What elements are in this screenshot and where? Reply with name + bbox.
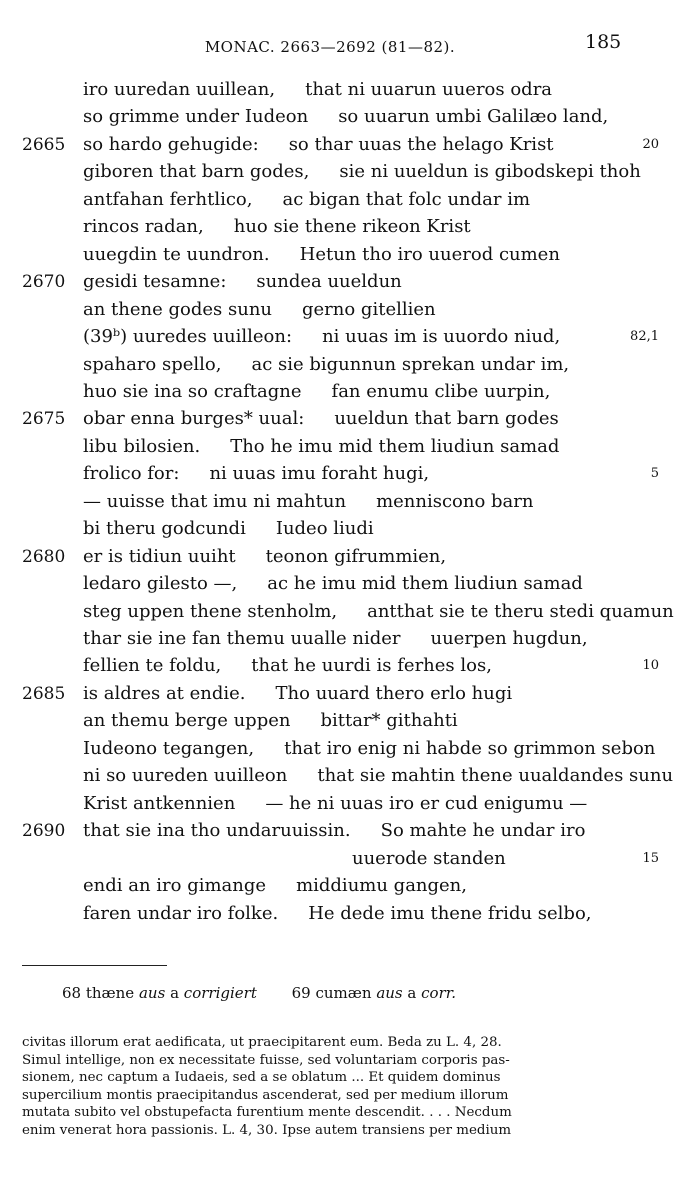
apparatus-word: a bbox=[170, 984, 180, 1002]
verse-line bbox=[0, 158, 687, 186]
verse-line bbox=[0, 296, 687, 324]
first-half-line: (39ᵇ) uuredes uuilleon: bbox=[83, 326, 293, 348]
verse-line bbox=[0, 845, 687, 873]
page-number: 185 bbox=[585, 31, 622, 53]
verse-text-line bbox=[83, 241, 560, 269]
second-half-line: Hetun tho iro uuerod cumen bbox=[299, 243, 560, 265]
verse-line bbox=[0, 323, 687, 351]
verse-line bbox=[0, 900, 687, 928]
first-half-line: is aldres at endie. bbox=[83, 682, 246, 704]
second-half-line: sundea uueldun bbox=[256, 271, 402, 293]
apparatus-note-68: 68 thæne bbox=[62, 984, 135, 1002]
second-half-line: ac bigan that folc undar im bbox=[282, 188, 531, 210]
apparatus-note-69: 69 cumæn bbox=[291, 984, 372, 1002]
apparatus-word: corr. bbox=[421, 984, 457, 1002]
first-half-line: an thene godes sunu bbox=[83, 298, 272, 320]
margin-reference: 15 bbox=[642, 850, 659, 866]
first-half-line: endi an iro gimange bbox=[83, 875, 267, 897]
margin-reference: 10 bbox=[642, 658, 659, 674]
second-half-line: uueldun that barn godes bbox=[334, 408, 559, 430]
first-half-line: rincos radan, bbox=[83, 216, 204, 238]
verse-line bbox=[0, 790, 687, 818]
second-half-line: that sie mahtin thene uualdandes sunu bbox=[317, 765, 674, 787]
first-half-line: — uuisse that imu ni mahtun bbox=[83, 490, 347, 512]
first-half-line: iro uuredan uuillean, bbox=[83, 79, 276, 100]
verse-text-line bbox=[83, 268, 402, 296]
verse-text-line bbox=[83, 433, 559, 461]
line-number: 2670 bbox=[22, 272, 66, 293]
first-half-line: libu bilosien. bbox=[83, 435, 201, 457]
second-half-line: that iro enig ni habde so grimmon sebon bbox=[284, 737, 656, 759]
margin-reference: 5 bbox=[650, 466, 659, 482]
second-half-line: uuerode standen bbox=[352, 847, 506, 869]
second-half-line: that he uurdi is ferhes los, bbox=[251, 655, 492, 677]
verse-text-line bbox=[83, 625, 588, 653]
first-half-line: that sie ina tho undaruuissin. bbox=[83, 820, 351, 842]
second-half-line: Tho uuard thero erlo hugi bbox=[275, 682, 513, 704]
second-half-line: uuerpen hugdun, bbox=[430, 628, 588, 649]
verse-text-line bbox=[83, 351, 569, 379]
second-half-line: menniscono barn bbox=[376, 490, 534, 512]
verse-line bbox=[0, 213, 687, 241]
verse-text-line bbox=[83, 158, 641, 186]
margin-reference: 20 bbox=[642, 136, 659, 152]
verse-line bbox=[0, 598, 687, 626]
first-half-line: obar enna burges* uual: bbox=[83, 408, 305, 430]
commentary-line: enim venerat hora passionis. L. 4, 30. Ipse autem transiens per medium bbox=[22, 1122, 512, 1138]
verse-text-line bbox=[83, 296, 436, 324]
verse-text-line bbox=[83, 570, 583, 598]
second-half-line: Tho he imu mid them liudiun samad bbox=[230, 435, 560, 457]
verse-text-line bbox=[83, 186, 530, 214]
commentary-line: Simul intellige, non ex necessitate fuisse, sed voluntariam corporis pas- bbox=[22, 1052, 510, 1068]
verse-line bbox=[0, 570, 687, 598]
first-half-line: Krist antkennien bbox=[83, 792, 236, 814]
verse-text-line bbox=[83, 488, 533, 516]
verse-text-line bbox=[352, 845, 506, 873]
first-half-line: Iudeono tegangen, bbox=[83, 737, 255, 759]
verse-line bbox=[0, 268, 687, 296]
verse-line bbox=[0, 488, 687, 516]
verse-line bbox=[0, 652, 687, 680]
second-half-line: So mahte he undar iro bbox=[380, 820, 586, 842]
verse-text-line bbox=[83, 103, 608, 131]
second-half-line: Iudeo liudi bbox=[275, 518, 374, 540]
first-half-line: ledaro gilesto —, bbox=[83, 573, 238, 595]
verse-text-line bbox=[83, 323, 560, 351]
verse-text-line bbox=[83, 652, 492, 680]
second-half-line: ni uuas imu foraht hugi, bbox=[209, 463, 430, 485]
line-number: 2690 bbox=[22, 821, 66, 842]
footnote-rule bbox=[22, 965, 167, 966]
verse-line bbox=[0, 543, 687, 571]
second-half-line: ni uuas im is uuordo niud, bbox=[322, 326, 561, 348]
apparatus-word: corrigiert bbox=[183, 984, 257, 1002]
verse-text-line bbox=[83, 213, 471, 241]
verse-text-line bbox=[83, 543, 446, 571]
apparatus-word: aus bbox=[138, 984, 166, 1002]
first-half-line: steg uppen thene stenholm, bbox=[83, 600, 338, 622]
first-half-line: er is tidiun uuiht bbox=[83, 545, 236, 567]
first-half-line: giboren that barn godes, bbox=[83, 161, 310, 183]
commentary-line: sionem, nec captum a Iudaeis, sed a se oblatum ... Et quidem dominus bbox=[22, 1070, 501, 1085]
commentary-line: mutata subito vel obstupefacta furentium mente descendit. . . . Necdum bbox=[22, 1105, 512, 1120]
verse-line bbox=[0, 707, 687, 735]
verse-text-line bbox=[83, 707, 458, 735]
second-half-line: antthat sie te theru stedi quamun bbox=[367, 600, 674, 622]
first-half-line: thar sie ine fan themu uualle nider bbox=[83, 628, 401, 649]
verse-text-line bbox=[83, 762, 673, 790]
margin-reference: 82,1 bbox=[630, 329, 659, 345]
commentary bbox=[22, 1034, 622, 1139]
second-half-line: huo sie thene rikeon Krist bbox=[233, 216, 471, 238]
verse-line bbox=[0, 817, 687, 845]
verse-text-line bbox=[83, 405, 559, 433]
verse-text-line bbox=[83, 131, 554, 159]
verse-text-line bbox=[83, 76, 552, 104]
verse-line bbox=[0, 460, 687, 488]
line-number: 2680 bbox=[22, 546, 66, 567]
first-half-line: frolico for: bbox=[83, 463, 180, 485]
verse-line bbox=[0, 680, 687, 708]
apparatus-word: aus bbox=[376, 984, 403, 1002]
second-half-line: ac sie bigunnun sprekan undar im, bbox=[251, 353, 570, 375]
verse-line bbox=[0, 735, 687, 763]
verse-line bbox=[0, 625, 687, 653]
verse-line bbox=[0, 762, 687, 790]
first-half-line: antfahan ferhtlico, bbox=[83, 188, 253, 210]
first-half-line: gesidi tesamne: bbox=[83, 271, 227, 293]
first-half-line: fellien te foldu, bbox=[83, 655, 222, 677]
first-half-line: ni so uureden uuilleon bbox=[83, 765, 288, 787]
first-half-line: spaharo spello, bbox=[83, 353, 222, 375]
verse-line bbox=[0, 103, 687, 131]
line-number: 2675 bbox=[22, 409, 66, 430]
verse-line bbox=[0, 515, 687, 543]
verse-line bbox=[0, 872, 687, 900]
verse-text-line bbox=[83, 735, 655, 763]
second-half-line: bittar* githahti bbox=[320, 710, 458, 732]
first-half-line: so hardo gehugide: bbox=[83, 133, 259, 155]
verse-line bbox=[0, 351, 687, 379]
verse-text-line bbox=[83, 378, 550, 406]
verse-line bbox=[0, 433, 687, 461]
verse-line bbox=[0, 405, 687, 433]
first-half-line: huo sie ina so craftagne bbox=[83, 380, 302, 402]
verse-line bbox=[0, 241, 687, 269]
first-half-line: an themu berge uppen bbox=[83, 710, 291, 732]
second-half-line: He dede imu thene fridu selbo, bbox=[308, 902, 592, 924]
second-half-line: sie ni uueldun is gibodskepi thoh bbox=[339, 161, 641, 183]
verse-text-line bbox=[83, 790, 587, 818]
verse-line bbox=[0, 378, 687, 406]
verse-line bbox=[0, 131, 687, 159]
first-half-line: so grimme under Iudeon bbox=[83, 106, 309, 128]
verse-text-line bbox=[83, 680, 512, 708]
second-half-line: — he ni uuas iro er cud enigumu — bbox=[265, 792, 588, 814]
running-header: MONAC. 2663—2692 (81—82). bbox=[204, 38, 456, 56]
second-half-line: that ni uuarun uueros odra bbox=[305, 79, 553, 100]
verse-line bbox=[0, 186, 687, 214]
second-half-line: teonon gifrummien, bbox=[265, 545, 447, 567]
second-half-line: so uuarun umbi Galilæo land, bbox=[338, 106, 609, 128]
verse-line bbox=[0, 76, 687, 104]
verse-text-line bbox=[83, 900, 592, 928]
verse-text-line bbox=[83, 460, 429, 488]
verse-text-line bbox=[83, 872, 467, 900]
second-half-line: gerno gitellien bbox=[302, 298, 436, 320]
second-half-line: ac he imu mid them liudiun samad bbox=[267, 573, 583, 595]
first-half-line: uuegdin te uundron. bbox=[83, 243, 270, 265]
first-half-line: faren undar iro folke. bbox=[83, 902, 279, 924]
apparatus-word: a bbox=[407, 984, 417, 1002]
commentary-line: supercilium montis praecipitandus ascenderat, sed per medium illorum bbox=[22, 1087, 509, 1103]
line-number: 2665 bbox=[22, 134, 66, 155]
commentary-line: civitas illorum erat aedificata, ut praecipitarent eum. Beda zu L. 4, 28. bbox=[22, 1035, 502, 1050]
verse-text-line bbox=[83, 598, 674, 626]
verse-text-line bbox=[83, 515, 374, 543]
second-half-line: fan enumu clibe uurpin, bbox=[331, 380, 551, 402]
verse-text-line bbox=[83, 817, 585, 845]
second-half-line: so thar uuas the helago Krist bbox=[288, 133, 554, 155]
line-number: 2685 bbox=[22, 683, 66, 704]
first-half-line: bi theru godcundi bbox=[83, 518, 246, 540]
second-half-line: middiumu gangen, bbox=[296, 875, 468, 897]
critical-apparatus bbox=[62, 984, 456, 1002]
